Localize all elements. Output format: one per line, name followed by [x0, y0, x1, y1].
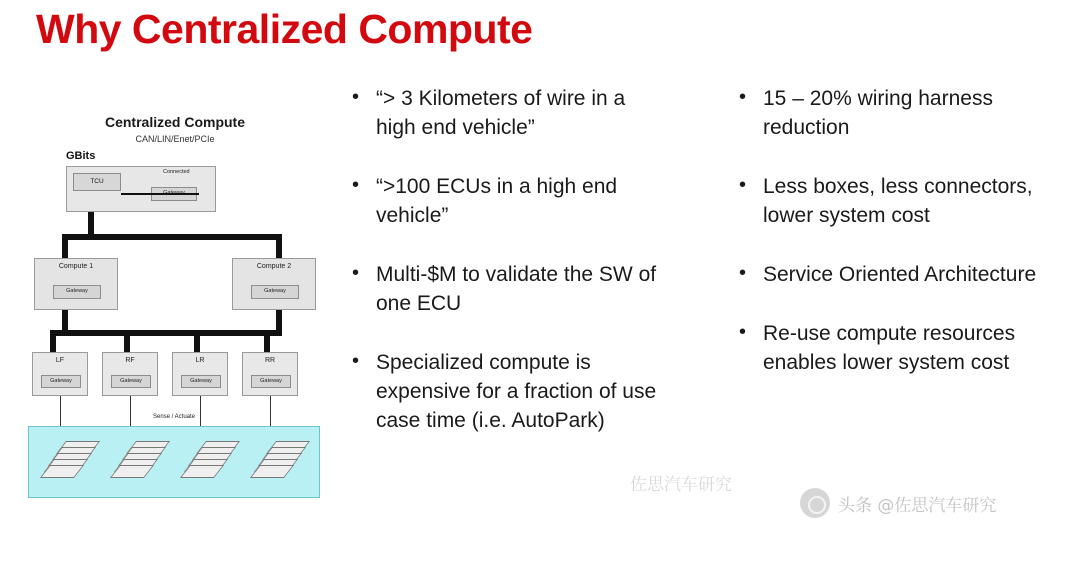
tcu-bus-drop [88, 212, 94, 234]
tcu-label: TCU [73, 173, 121, 191]
zone-bus [50, 330, 282, 336]
compute-1-gateway: Gateway [53, 285, 101, 299]
list-item: • Service Oriented Architecture [735, 260, 1065, 289]
compute-2-gateway: Gateway [251, 285, 299, 299]
zone-drop-lf [50, 330, 56, 352]
compute2-bus-drop [276, 310, 282, 330]
page-title: Why Centralized Compute [36, 6, 533, 52]
compute-2-box [232, 258, 316, 310]
zone-lf-label: LF [55, 357, 65, 364]
sensor-stack-3 [183, 441, 239, 481]
tcu-gateway-box: Gateway [151, 187, 197, 201]
sense-actuate-label: Sense / Actuate [152, 414, 196, 420]
sensor-stack-4 [253, 441, 309, 481]
top-bus [62, 234, 282, 240]
list-item: • 15 – 20% wiring harness reduction [735, 84, 1065, 142]
zone-lf-gateway: Gateway [41, 375, 81, 388]
compute-1-label: Compute 1 [58, 263, 94, 270]
zone-lr-label: LR [195, 357, 205, 364]
diagram-subtitle: CAN/LIN/Enet/PCIe [135, 134, 215, 144]
zone-rr-gateway: Gateway [251, 375, 291, 388]
connected-label: Connected [163, 169, 190, 175]
zone-box-lf [32, 352, 88, 396]
zone-rf-gateway: Gateway [111, 375, 151, 388]
zone-box-rr [242, 352, 298, 396]
centralized-compute-diagram [20, 108, 330, 508]
zone-drop-lr [194, 330, 200, 352]
sense-link-rf [130, 396, 131, 426]
sense-link-rr [270, 396, 271, 426]
zone-drop-rr [264, 330, 270, 352]
watermark [800, 488, 996, 518]
compute-1-box [34, 258, 118, 310]
bus-to-compute2 [276, 234, 282, 258]
bullet-list-right [735, 84, 1065, 377]
bullet-column-middle [348, 84, 658, 465]
gbits-label: GBits [66, 150, 96, 162]
sensor-stack-2 [113, 441, 169, 481]
list-item: • Specialized compute is expensive for a fraction of use case time (i.e. AutoPark) [348, 348, 658, 435]
list-item: • Re-use compute resources enables lower system cost [735, 319, 1065, 377]
zone-box-lr [172, 352, 228, 396]
tcu-block [66, 166, 216, 212]
sense-link-lf [60, 396, 61, 426]
bus-to-compute1 [62, 234, 68, 258]
watermark-ghost-text: 佐思汽车研究 [630, 475, 732, 495]
zone-rf-label: RF [125, 357, 135, 364]
sense-actuate-band [28, 414, 320, 498]
bullet-column-right [735, 84, 1065, 407]
compute1-bus-drop [62, 310, 68, 330]
sensor-stack-1 [43, 441, 99, 481]
zone-rr-label: RR [264, 357, 276, 364]
tcu-link-arrow [121, 193, 199, 195]
zone-lr-gateway: Gateway [181, 375, 221, 388]
sense-link-lr [200, 396, 201, 426]
zone-box-rf [102, 352, 158, 396]
list-item: • “>100 ECUs in a high end vehicle” [348, 172, 658, 230]
watermark-text: 头条 @佐思汽车研究 [838, 495, 997, 516]
watermark-logo-icon [800, 488, 830, 518]
zone-drop-rf [124, 330, 130, 352]
list-item: • Multi-$M to validate the SW of one ECU [348, 260, 658, 318]
list-item: • “> 3 Kilometers of wire in a high end vehicle” [348, 84, 658, 142]
diagram-title: Centralized Compute [104, 114, 245, 130]
list-item: • Less boxes, less connectors, lower system cost [735, 172, 1065, 230]
bullet-list-middle [348, 84, 658, 435]
compute-2-label: Compute 2 [256, 263, 292, 270]
